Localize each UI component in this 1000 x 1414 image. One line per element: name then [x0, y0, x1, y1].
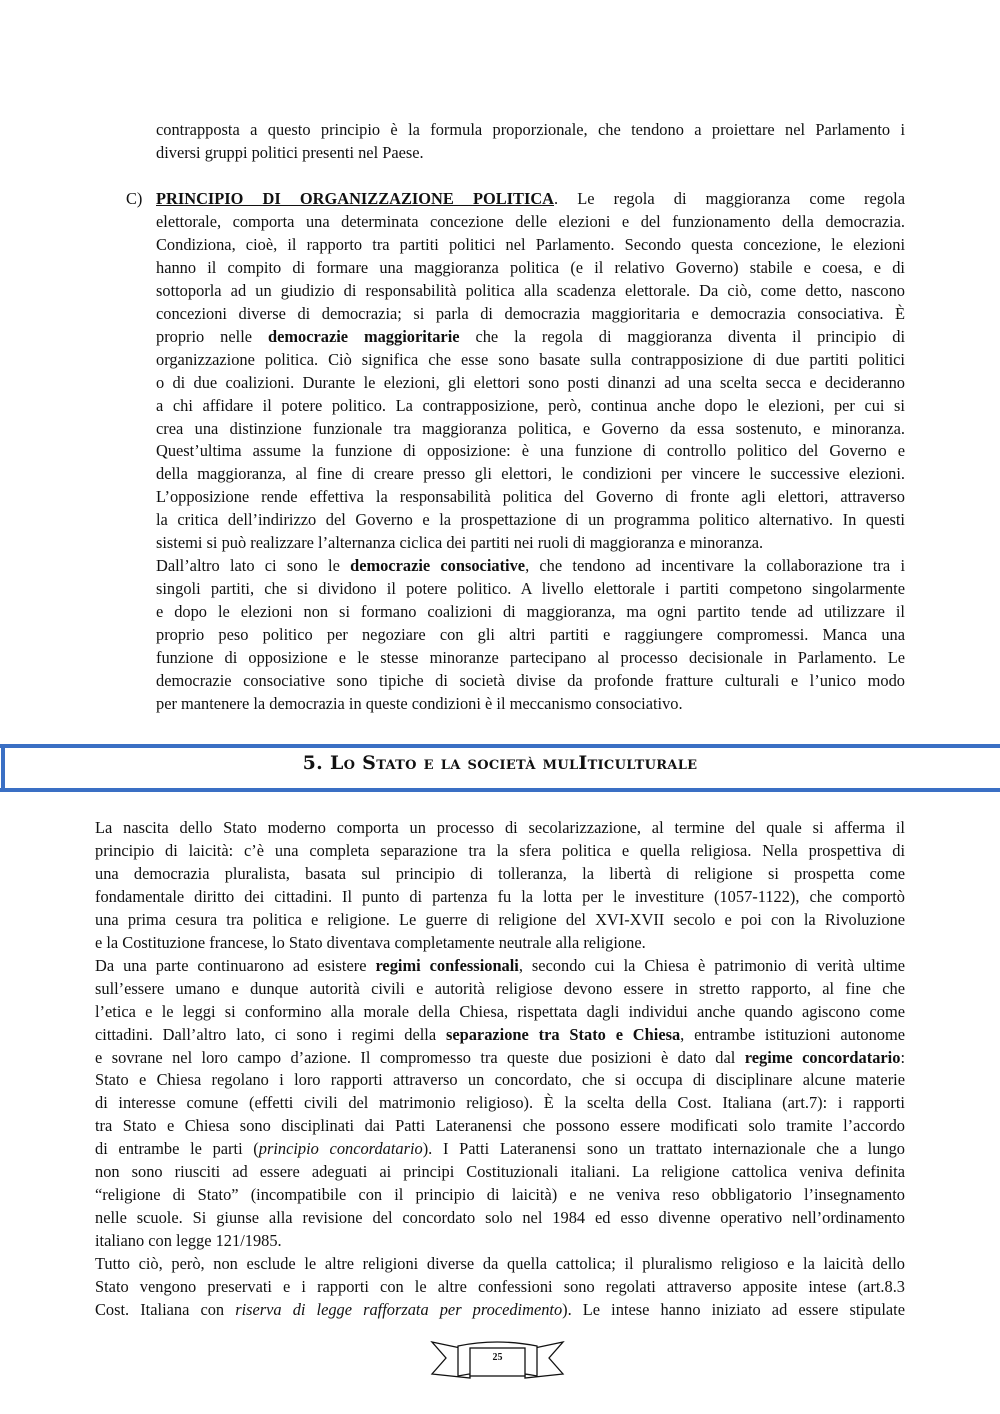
text-fragment: ). Le intese hanno iniziato ad essere stipulate: [562, 1300, 905, 1320]
text-line: singoli partiti, che si dividono il potere politico. A livello elettorale i partiti competono singolarmente: [156, 579, 905, 599]
text-line: sull’essere umano e dunque autorità civili e autorità religiose devono essere in stretto rapporto, al fine che: [95, 978, 905, 998]
text-line: Stato e Chiesa regolano i loro rapporti attraverso un concordato, che si occupa di disciplinare alcune materie: [95, 1070, 905, 1090]
text-line: per mantenere la democrazia in queste condizioni è il meccanismo consociativo.: [156, 693, 683, 713]
bold-term: regimi confessionali: [375, 955, 519, 975]
text-fragment: ). I Patti Lateranensi sono un trattato internazionale che a lungo: [422, 1139, 905, 1159]
text-line: [156, 555, 905, 578]
text-line: contrapposta a questo principio è la formula proporzionale, che tendono a proiettare nel Parlamento i: [156, 120, 905, 139]
text-line: della maggioranza, al fine di creare presso gli elettori, le condizioni per vincere le successive elezioni.: [156, 464, 905, 484]
text-fragment: e sovrane nel loro campo d’azione. Il compromesso tra queste due posizioni è dato dal: [95, 1047, 745, 1067]
page-number: 25: [492, 1352, 503, 1363]
text-line: l’etica e le leggi si conformino alla morale della Chiesa, rispettata dagli individui anche quando agiscono come: [95, 1001, 905, 1021]
bold-term: separazione tra Stato e Chiesa: [445, 1024, 681, 1044]
text-fragment: Cost. Italiana con: [95, 1300, 236, 1320]
bold-term: regime concordatario: [744, 1047, 901, 1067]
text-line: principio di laicità: c’è una completa separazione tra la sfera politica e quella religiosa. Nella prospettiva di: [95, 840, 905, 860]
section-c-heading: PRINCIPIO DI ORGANIZZAZIONE POLITICA: [156, 189, 555, 208]
text-line: una democrazia pluralista, basata sul principio di tolleranza, la libertà di religione si prospetta come: [95, 863, 905, 883]
text-line: La nascita dello Stato moderno comporta un processo di secolarizzazione, al termine del quale si afferma il: [95, 818, 905, 837]
text-line: crea una distinzione funzionale tra maggioranza politica, e Governo da essa sostenuto, e minoranza.: [156, 418, 905, 438]
section-c-paragraph: [156, 188, 905, 716]
text-line: [95, 1047, 905, 1070]
text-line: elettorale, comporta una determinata concezione delle elezioni e del funzionamento della democrazia.: [156, 211, 905, 231]
text-fragment: , entrambe istituzioni autonome: [680, 1024, 905, 1044]
text-line: Quest’ultima assume la funzione di opposizione: è una funzione di controllo politico del Governo e: [156, 441, 905, 461]
text-line: nelle scuole. Si giunse alla revisione del concordato solo nel 1984 ed esso divenne operativo nell’ordinamento: [95, 1208, 905, 1228]
text-line: o di due coalizioni. Durante le elezioni, gli elettori sono posti dinanzi ad una scelta secca e decideranno: [156, 372, 905, 392]
text-line: funzione di opposizione e le stesse minoranze partecipano al processo decisionale in Parlamento. Le: [156, 648, 905, 668]
text-line: [95, 1299, 905, 1322]
text-line: fondamentale diritto dei cittadini. Il punto di partenza fu la lotta per le investiture (1057-1122), che comportò: [95, 886, 905, 906]
text-line: Stato vengono preservati e i rapporti con le altre confessioni sono regolati attraverso apposite intese (art.8.3: [95, 1277, 905, 1297]
text-line: una prima cesura tra politica e religione. Le guerre di religione del XVI-XVII secolo e poi con la Rivoluzione: [95, 909, 905, 929]
text-line: e la Costituzione francese, lo Stato diventava completamente neutrale alla religione.: [95, 932, 646, 952]
text-fragment: Da una parte continuarono ad esistere: [95, 955, 376, 975]
text-fragment: :: [900, 1047, 905, 1067]
text-fragment: . Le regola di maggioranza come regola: [554, 189, 905, 208]
text-fragment: , che tendono ad incentivare la collaborazione tra i: [525, 556, 905, 576]
text-fragment: , secondo cui la Chiesa è patrimonio di verità ultime: [518, 955, 905, 975]
text-fragment: proprio nelle: [156, 326, 268, 346]
text-line: sottoporla ad un giudizio di responsabilità politica alla scadenza elettorale. Da ciò, come detto, nascono: [156, 280, 905, 300]
section-5-body: [95, 817, 905, 1322]
italic-term: riserva di legge rafforzata per procedimento: [235, 1300, 563, 1320]
text-line: proprio peso politico per negoziare con gli altri partiti e raggiungere compromessi. Manca una: [156, 625, 905, 645]
text-line: tra Stato e Chiesa sono disciplinati dai Patti Lateranensi che possono essere modificati solo tramite l’accordo: [95, 1116, 905, 1136]
text-fragment: Dall’altro lato ci sono le: [156, 556, 351, 576]
text-line: concezioni diverse di democrazia; si parla di democrazia maggioritaria e democrazia consociativa. È: [156, 303, 905, 323]
text-line: hanno il compito di formare una maggioranza politica (e il relativo Governo) stabile e coesa, e di: [156, 257, 905, 277]
text-line: a chi affidare il potere politico. La contrapposizione, però, continua anche dopo le elezioni, per cui si: [156, 395, 905, 415]
text-fragment: cittadini. Dall’altro lato, ci sono i regimi della: [95, 1024, 446, 1044]
text-line: sistemi si può realizzare l’alternanza ciclica dei partiti nei ruoli di maggioranza e minoranza.: [156, 533, 764, 553]
text-line: [95, 955, 905, 978]
text-line: diversi gruppi politici presenti nel Paese.: [156, 142, 424, 162]
text-line: organizzazione politica. Ciò significa che esse sono basate sulla contrapposizione di due partiti politici: [156, 349, 905, 369]
text-fragment: di entrambe le parti (: [95, 1139, 259, 1159]
text-line: [95, 1024, 905, 1047]
text-fragment: che la regola di maggioranza diventa il principio di: [459, 326, 906, 346]
list-marker-c: C): [126, 189, 143, 208]
text-line: e dopo le elezioni non si formano coalizioni di maggioranza, ma ogni partito tende ad utilizzare il: [156, 602, 905, 622]
text-line: non sono riusciti ad essere adeguati ai principi Costituzionali italiani. La religione cattolica veniva definita: [95, 1162, 905, 1182]
text-line: [156, 188, 905, 211]
section-5-title: 5. Lo Stato e la società mulIticulturale: [302, 752, 698, 774]
text-line: Tutto ciò, però, non esclude le altre religioni diverse da quella cattolica; il pluralismo religioso e la laicità dello: [95, 1254, 905, 1274]
text-line: Condiziona, cioè, il rapporto tra partiti politici nel Parlamento. Secondo questa concezione, le elezioni: [156, 234, 905, 254]
text-line: “religione di Stato” (incompatibile con il principio di laicità) e ne veniva reso obbligatorio l’insegnamento: [95, 1185, 905, 1205]
text-line: [156, 326, 905, 349]
text-line: italiano con legge 121/1985.: [95, 1231, 282, 1251]
bold-term: democrazie maggioritarie: [267, 326, 460, 346]
text-line: L’opposizione rende effettiva la responsabilità politica del Governo di fronte agli elettori, attraverso: [156, 487, 905, 507]
italic-term: principio concordatario: [258, 1139, 423, 1159]
text-line: democrazie consociative sono tipiche di società divise da profonde fratture culturali e l’unico modo: [156, 671, 905, 691]
text-line: di interesse comune (effetti civili del matrimonio religioso). È la scelta della Cost. Italiana (art.7): i rapporti: [95, 1093, 905, 1113]
bold-term: democrazie consociative: [350, 556, 526, 576]
intro-paragraph: [156, 119, 905, 165]
text-line: [95, 1138, 905, 1161]
text-line: la critica dell’indirizzo del Governo e la prospettazione di un programma politico alternativo. In questi: [156, 510, 905, 530]
